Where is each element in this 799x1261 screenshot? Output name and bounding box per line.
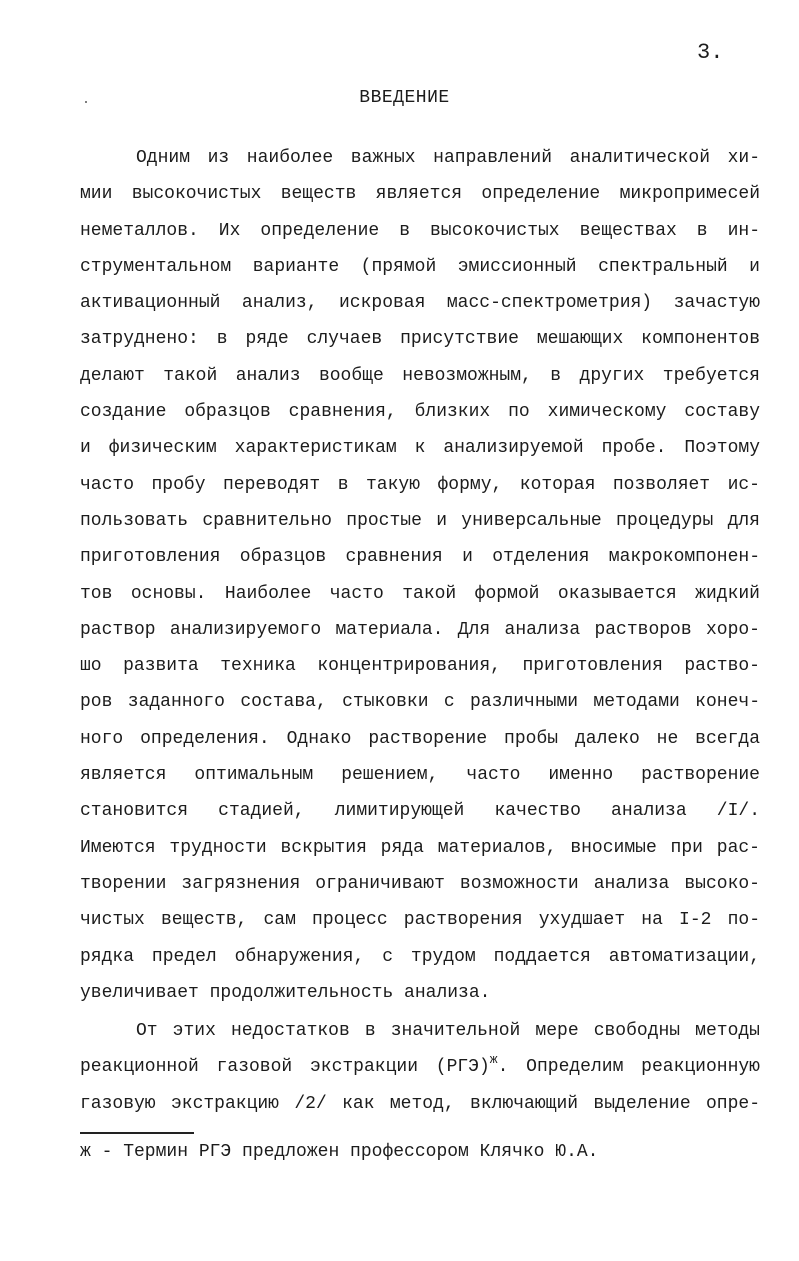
section-title: ВВЕДЕНИЕ (359, 88, 450, 108)
text-line: становится стадией, лимитирующей качество анализа /I/. (80, 801, 760, 822)
text-line: ного определения. Однако растворение пробы далеко не всегда (80, 728, 760, 749)
text-line: чистых веществ, сам процесс растворения ухудшает на I-2 по- (80, 910, 760, 931)
text-line: и физическим характеристикам к анализируемой пробе. Поэтому (80, 438, 760, 459)
text-line: раствор анализируемого материала. Для анализа растворов хоро- (80, 619, 760, 640)
text-line: газовую экстракцию /2/ как метод, включающий выделение опре- (80, 1093, 760, 1114)
text-line: ров заданного состава, стыковки с различными методами конеч- (80, 692, 760, 713)
paragraph-intro (80, 140, 760, 1011)
text-line: тов основы. Наиболее часто такой формой оказывается жидкий (80, 583, 760, 604)
text-line: Имеются трудности вскрытия ряда материалов, вносимые при рас- (80, 837, 760, 858)
text-line: затруднено: в ряде случаев присутствие мешающих компонентов (80, 329, 760, 350)
text-line: Одним из наиболее важных направлений аналитической хи- (136, 148, 760, 168)
text-line: мии высокочистых веществ является определение микропримесей (80, 184, 760, 205)
paragraph-rge (80, 1013, 760, 1122)
text-line: увеличивает продолжительность анализа. (80, 982, 491, 1003)
text-fragment: реакционной газовой экстракции (РГЭ) (80, 1057, 490, 1078)
text-line: струментальном варианте (прямой эмиссионный спектральный и (80, 256, 760, 277)
text-line: От этих недостатков в значительной мере свободны методы (136, 1021, 760, 1041)
text-line: рядка предел обнаружения, с трудом поддается автоматизации, (80, 946, 760, 967)
text-line: делают такой анализ вообще невозможным, в других требуется (80, 365, 760, 386)
text-line: приготовления образцов сравнения и отделения макрокомпонен- (80, 547, 760, 568)
text-line: активационный анализ, искровая масс-спектрометрия) зачастую (80, 293, 760, 314)
text-fragment: . Определим реакционную (497, 1057, 760, 1078)
footnote: ж - Термин РГЭ предложен профессором Клячко Ю.А. (80, 1142, 599, 1162)
text-line: создание образцов сравнения, близких по химическому составу (80, 402, 760, 423)
text-line: неметаллов. Их определение в высокочистых веществах в ин- (80, 220, 760, 241)
text-line: пользовать сравнительно простые и универсальные процедуры для (80, 510, 760, 531)
footnote-mark: ж (489, 1052, 498, 1068)
text-line: является оптимальным решением, часто именно растворение (80, 765, 760, 786)
text-line: часто пробу переводят в такую форму, которая позволяет ис- (80, 474, 760, 495)
page-number: 3. (697, 40, 724, 65)
text-line: шо развита техника концентрирования, приготовления раство- (80, 656, 760, 677)
text-line-with-footnote-mark (80, 1049, 760, 1085)
text-line: творении загрязнения ограничивают возможности анализа высоко- (80, 873, 760, 894)
footnote-divider (80, 1132, 194, 1134)
